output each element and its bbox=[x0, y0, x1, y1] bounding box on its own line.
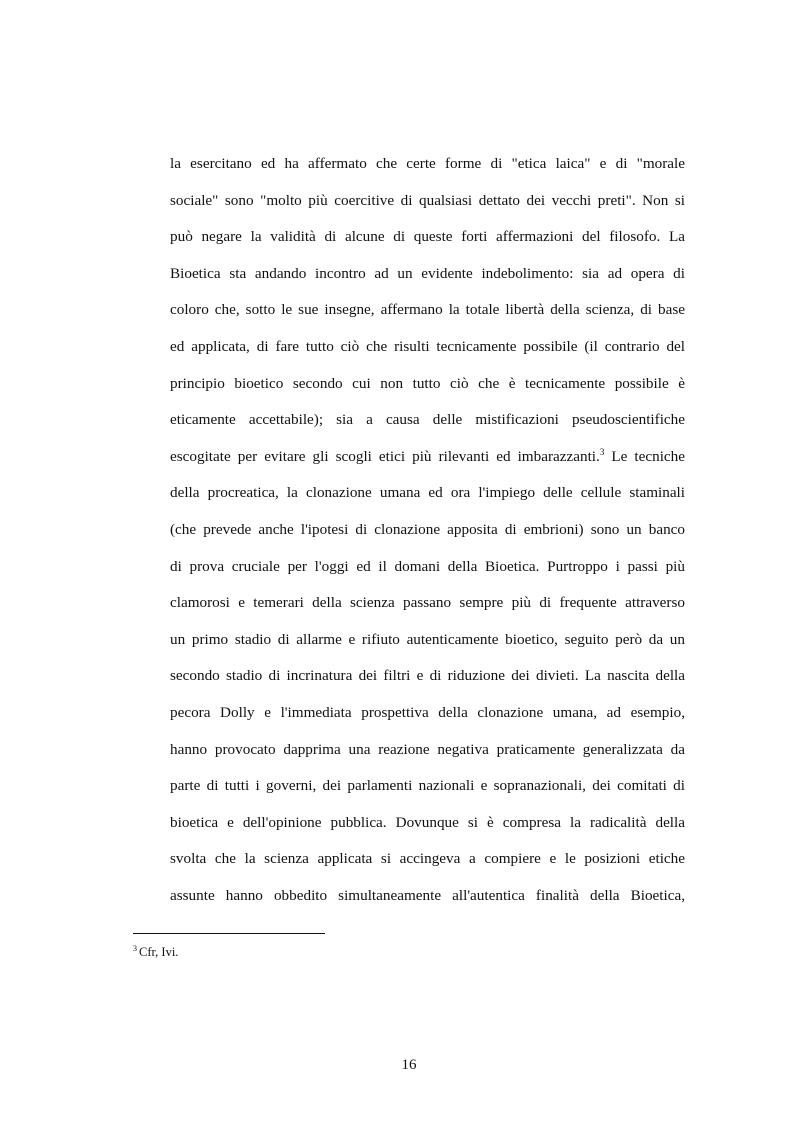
text-line: di prova cruciale per l'oggi ed il domani della Bioetica. Purtroppo i passi più bbox=[170, 557, 685, 575]
footnote-divider bbox=[133, 933, 325, 934]
text-line-end: Le tecniche bbox=[604, 447, 686, 465]
text-line: coloro che, sotto le sue insegne, affermano la totale libertà della scienza, di base bbox=[170, 301, 685, 319]
text-line: bioetica e dell'opinione pubblica. Dovunque si è compresa la radicalità della bbox=[170, 813, 685, 831]
text-line: può negare la validità di alcune di queste forti affermazioni del filosofo. La bbox=[170, 228, 685, 246]
text-line: la esercitano ed ha affermato che certe forme di "etica laica" e di "morale bbox=[170, 155, 685, 172]
text-line: eticamente accettabile); sia a causa delle mistificazioni pseudoscientifiche bbox=[170, 411, 685, 429]
text-line: clamorosi e temerari della scienza passano sempre più di frequente attraverso bbox=[170, 594, 685, 612]
text-line: secondo stadio di incrinatura dei filtri e di riduzione dei divieti. La nascita della bbox=[170, 667, 685, 685]
text-line-start: escogitate per evitare gli scogli etici più rilevanti ed imbarazzanti. bbox=[170, 447, 600, 465]
text-line-with-footnote-ref bbox=[170, 439, 685, 476]
text-line: pecora Dolly e l'immediata prospettiva della clonazione umana, ad esempio, bbox=[170, 703, 685, 721]
text-line: assunte hanno obbedito simultaneamente all'autentica finalità della Bioetica, bbox=[170, 886, 685, 904]
body-text bbox=[170, 146, 685, 914]
text-line: della procreatica, la clonazione umana ed ora l'impiego delle cellule staminali bbox=[170, 484, 685, 502]
text-line: hanno provocato dapprima una reazione negativa praticamente generalizzata da bbox=[170, 740, 685, 758]
text-line: sociale" sono "molto più coercitive di qualsiasi dettato dei vecchi preti". Non si bbox=[170, 191, 685, 209]
text-line: un primo stadio di allarme e rifiuto autenticamente bioetico, seguito però da un bbox=[170, 630, 685, 648]
footnote-text: Cfr, Ivi. bbox=[139, 945, 179, 959]
text-line: (che prevede anche l'ipotesi di clonazione apposita di embrioni) sono un banco bbox=[170, 520, 685, 538]
page-number: 16 bbox=[401, 1057, 417, 1073]
text-line: ed applicata, di fare tutto ciò che risulti tecnicamente possibile (il contrario del bbox=[170, 337, 685, 355]
text-line: svolta che la scienza applicata si accingeva a compiere e le posizioni etiche bbox=[170, 850, 685, 868]
text-line: Bioetica sta andando incontro ad un evidente indebolimento: sia ad opera di bbox=[170, 264, 685, 282]
footnote bbox=[133, 944, 178, 960]
footnote-reference[interactable]: 3 bbox=[599, 446, 605, 457]
text-line: principio bioetico secondo cui non tutto ciò che è tecnicamente possibile è bbox=[170, 374, 685, 392]
text-line: parte di tutti i governi, dei parlamenti nazionali e sopranazionali, dei comitati di bbox=[170, 777, 685, 795]
footnote-marker: 3 bbox=[133, 944, 137, 953]
